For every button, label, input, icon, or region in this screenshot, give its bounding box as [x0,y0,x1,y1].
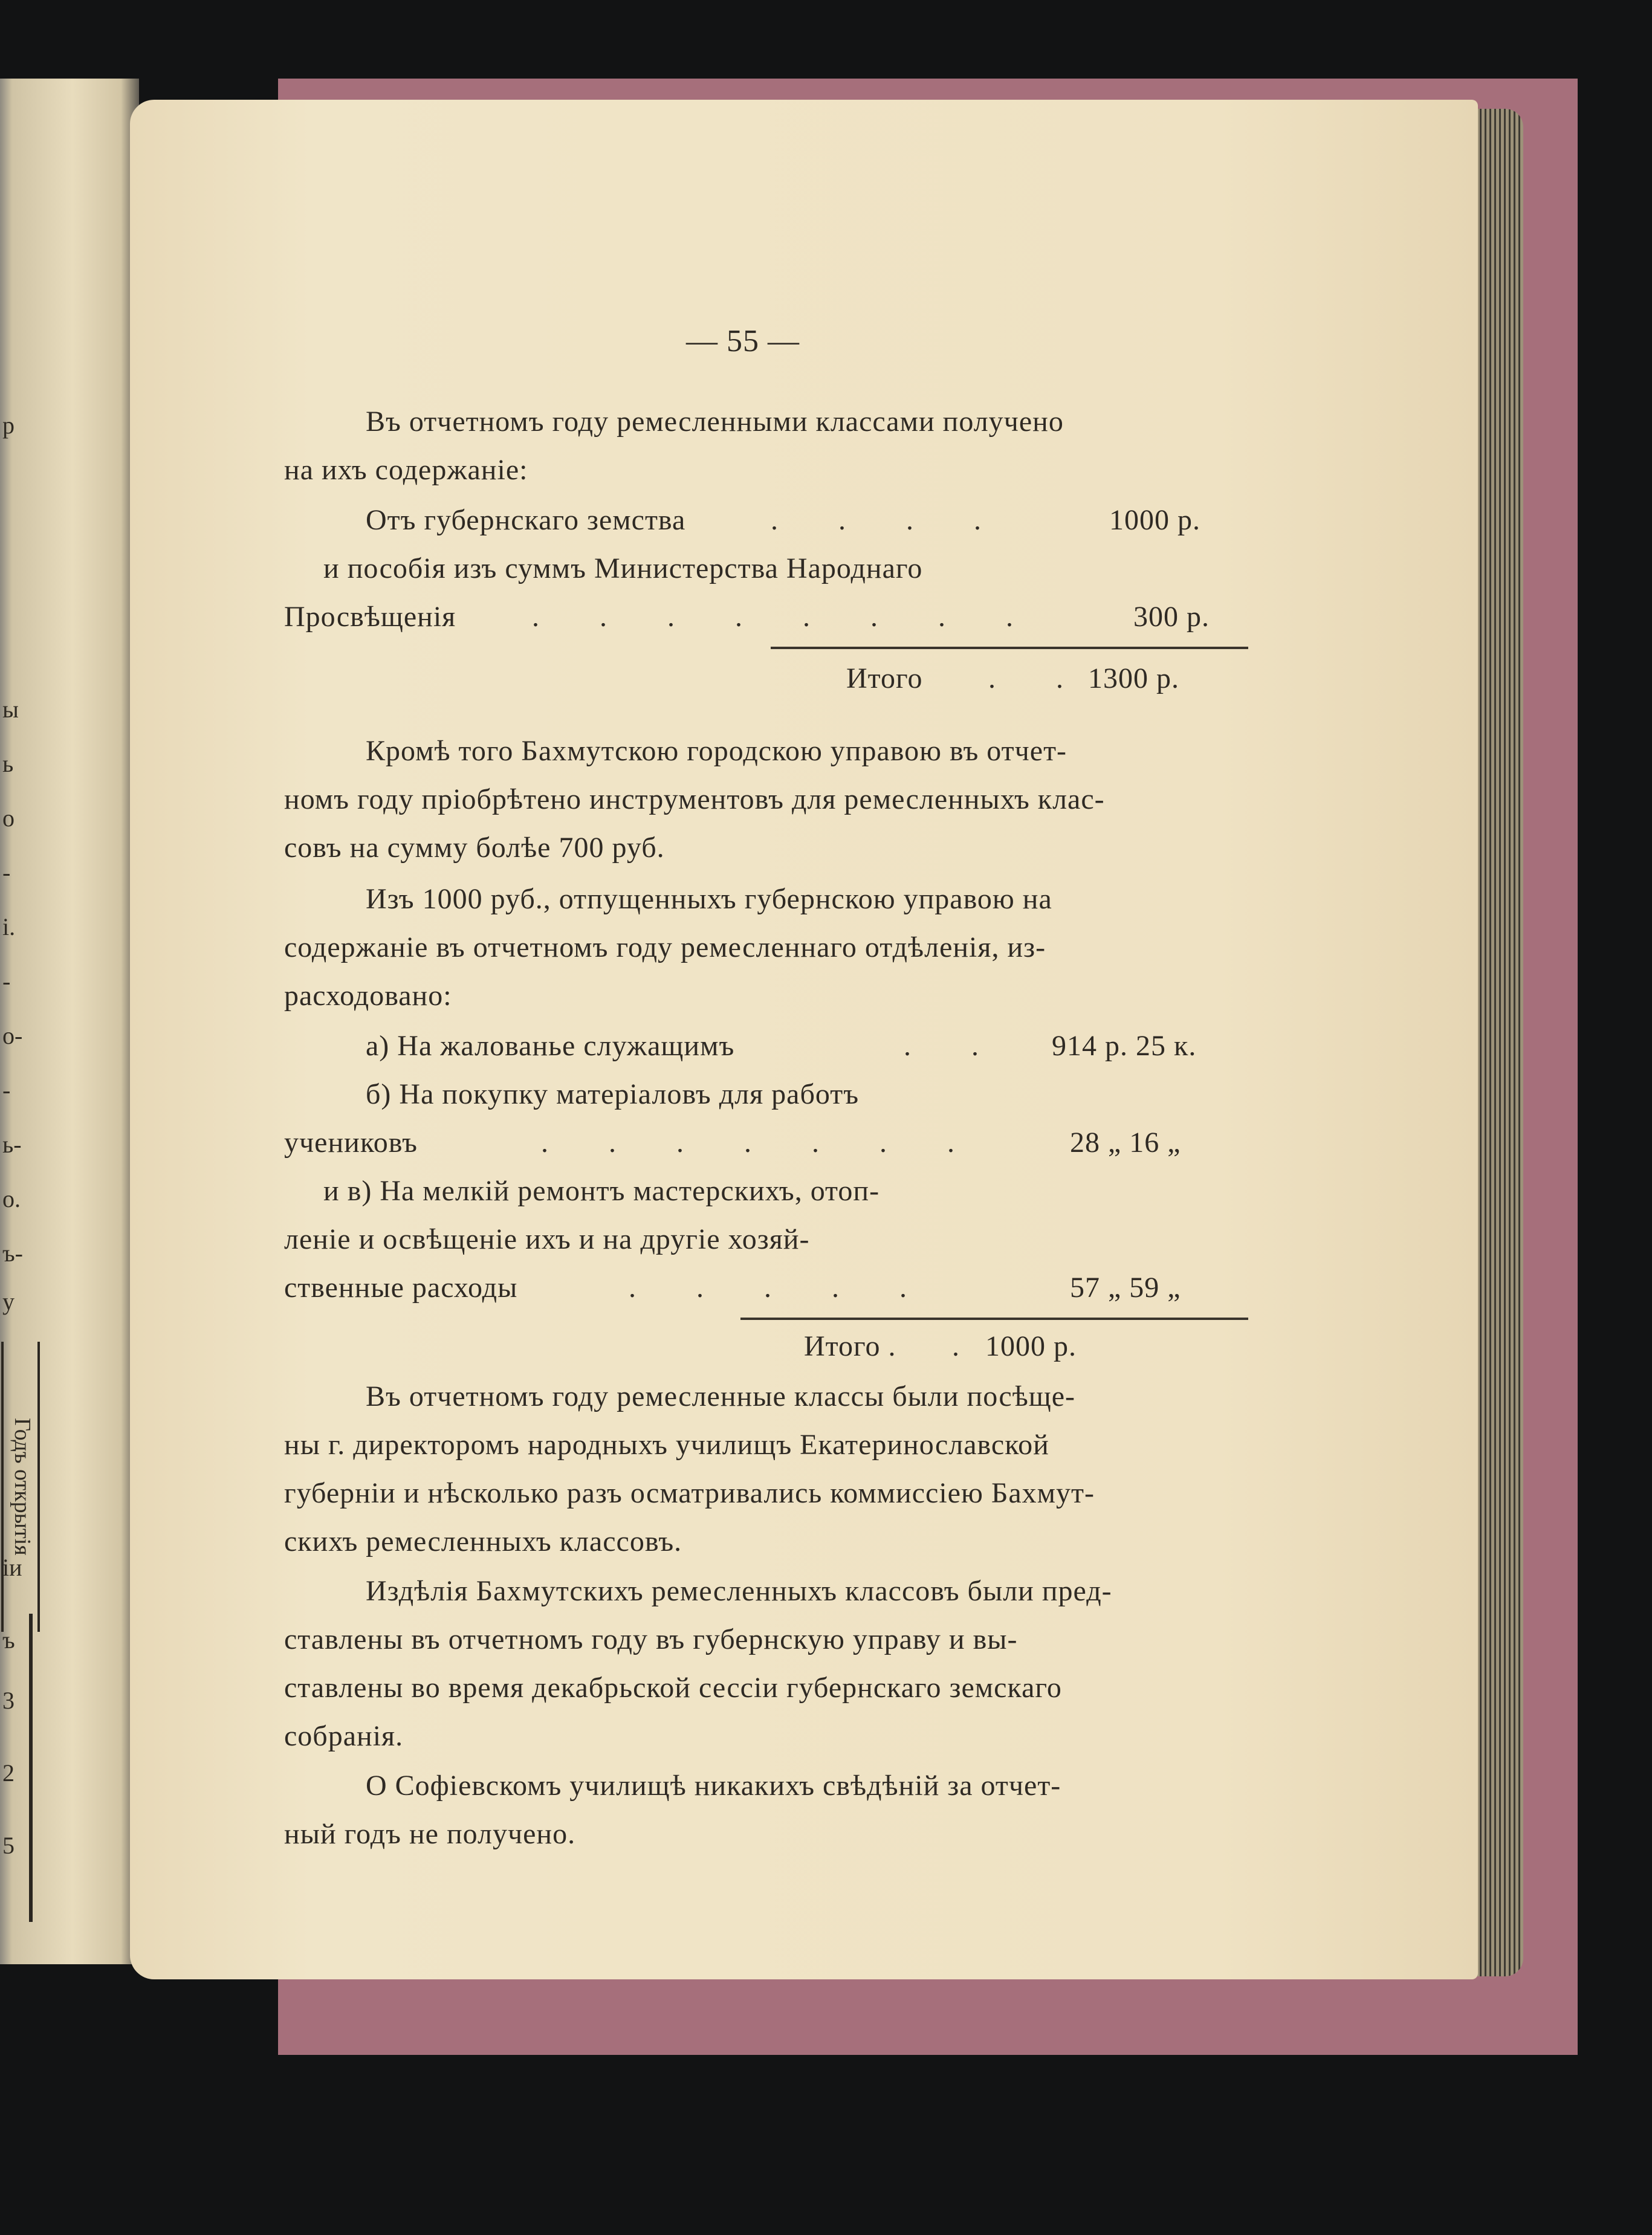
left-page-fragment: 5 [2,1832,15,1859]
intro-line: Въ отчетномъ году ремесленными классами получено [366,406,1064,438]
sofievka-line: О Софіевскомъ училищѣ никакихъ свѣдѣній за отчет- [366,1770,1061,1802]
leader-dots: . . . . [771,504,1008,536]
tools-line: Кромѣ того Бахмутскою городскою управою въ отчет- [366,735,1067,767]
left-page-fragment: у [2,1288,15,1315]
right-page [130,100,1478,1979]
tools-line: совъ на сумму болѣе 700 руб. [284,832,665,864]
left-page-fragment: о- [2,1022,23,1049]
left-page-fragment: і. [2,913,16,940]
expense-c-amount: 57 „ 59 „ [1070,1272,1181,1304]
expense-b-amount: 28 „ 16 „ [1070,1127,1181,1159]
left-page-fragment: іи [2,1554,22,1581]
left-page-vertical-heading: Годъ открытія [1,1342,40,1632]
expense-c-label: и в) На мелкій ремонтъ мастерскихъ, отоп- [323,1175,880,1207]
funding-ministry-amount: 300 р. [1133,601,1210,633]
expense-a-label: а) На жалованье служащимъ [366,1030,735,1062]
left-page-fragment: о. [2,1185,21,1212]
left-page-fragment: ы [2,696,19,723]
products-line: Издѣлія Бахмутскихъ ремесленныхъ классовъ были пред- [366,1575,1112,1607]
left-page-fragment: ь [2,750,14,777]
inspection-line: ны г. директоромъ народныхъ училищъ Екатеринославской [284,1429,1049,1461]
expense-c-label: леніе и освѣщеніе ихъ и на другіе хозяй- [284,1223,810,1255]
leader-dots: . [952,1330,960,1362]
expenses-total-amount: 1000 р. [985,1330,1077,1362]
funding-gubernia-label: Отъ губернскаго земства [366,504,686,536]
products-line: ставлены въ отчетномъ году въ губернскую управу и вы- [284,1623,1018,1655]
left-page-fragment: ь- [2,1131,22,1158]
left-page-fragment: 3 [2,1687,15,1714]
expense-b-label: б) На покупку матеріаловъ для работъ [366,1078,860,1110]
left-page-fragment: - [2,859,11,886]
expenses-intro-line: расходовано: [284,980,452,1012]
products-line: ставлены во время декабрьской сессіи губернскаго земскаго [284,1672,1062,1704]
funding-ministry-line: и пособія изъ суммъ Министерства Народнаго [323,552,923,584]
inspection-line: Въ отчетномъ году ремесленные классы были посѣще- [366,1380,1076,1412]
inspection-line: губерніи и нѣсколько разъ осматривались коммиссіею Бахмут- [284,1477,1095,1509]
sum-rule [740,1318,1248,1320]
left-page-table-rule [29,1614,33,1922]
funding-gubernia-amount: 1000 р. [1109,504,1200,536]
expense-c-label: ственные расходы [284,1272,518,1304]
leader-dots: . . . . . . . . [532,601,1040,633]
left-page-fragment: о [2,804,15,832]
intro-line: на ихъ содержаніе: [284,454,528,486]
page-number: — 55 — [686,324,800,358]
leader-dots: . . . . . . . [541,1127,981,1159]
sum-rule [771,647,1248,649]
products-line: собранія. [284,1720,404,1752]
leader-dots: . . . . . [629,1272,933,1304]
left-page-fragment: - [2,968,11,995]
sofievka-line: ный годъ не получено. [284,1818,576,1850]
left-page-fragment: - [2,1076,11,1104]
left-page-fragment: ъ [2,1626,15,1654]
leader-dots: . . [988,662,1090,694]
leader-dots: . . [904,1030,1005,1062]
left-page-fragment: ъ- [2,1240,24,1267]
expenses-total-label: Итого . [804,1330,896,1362]
funding-total-amount: 1300 р. [1088,662,1179,694]
left-page-fragment: 2 [2,1759,15,1787]
expense-a-amount: 914 р. 25 к. [1052,1030,1197,1062]
expenses-intro-line: содержаніе въ отчетномъ году ремесленнаго отдѣленія, из- [284,931,1046,963]
funding-total-label: Итого [846,662,923,694]
inspection-line: скихъ ремесленныхъ классовъ. [284,1525,682,1557]
funding-ministry-label: Просвѣщенія [284,601,456,633]
left-page-fragment: р [2,412,15,439]
expense-b-label: учениковъ [284,1127,418,1159]
expenses-intro-line: Изъ 1000 руб., отпущенныхъ губернскою управою на [366,883,1052,915]
tools-line: номъ году пріобрѣтено инструментовъ для ремесленныхъ клас- [284,783,1105,815]
left-page [0,79,139,1964]
